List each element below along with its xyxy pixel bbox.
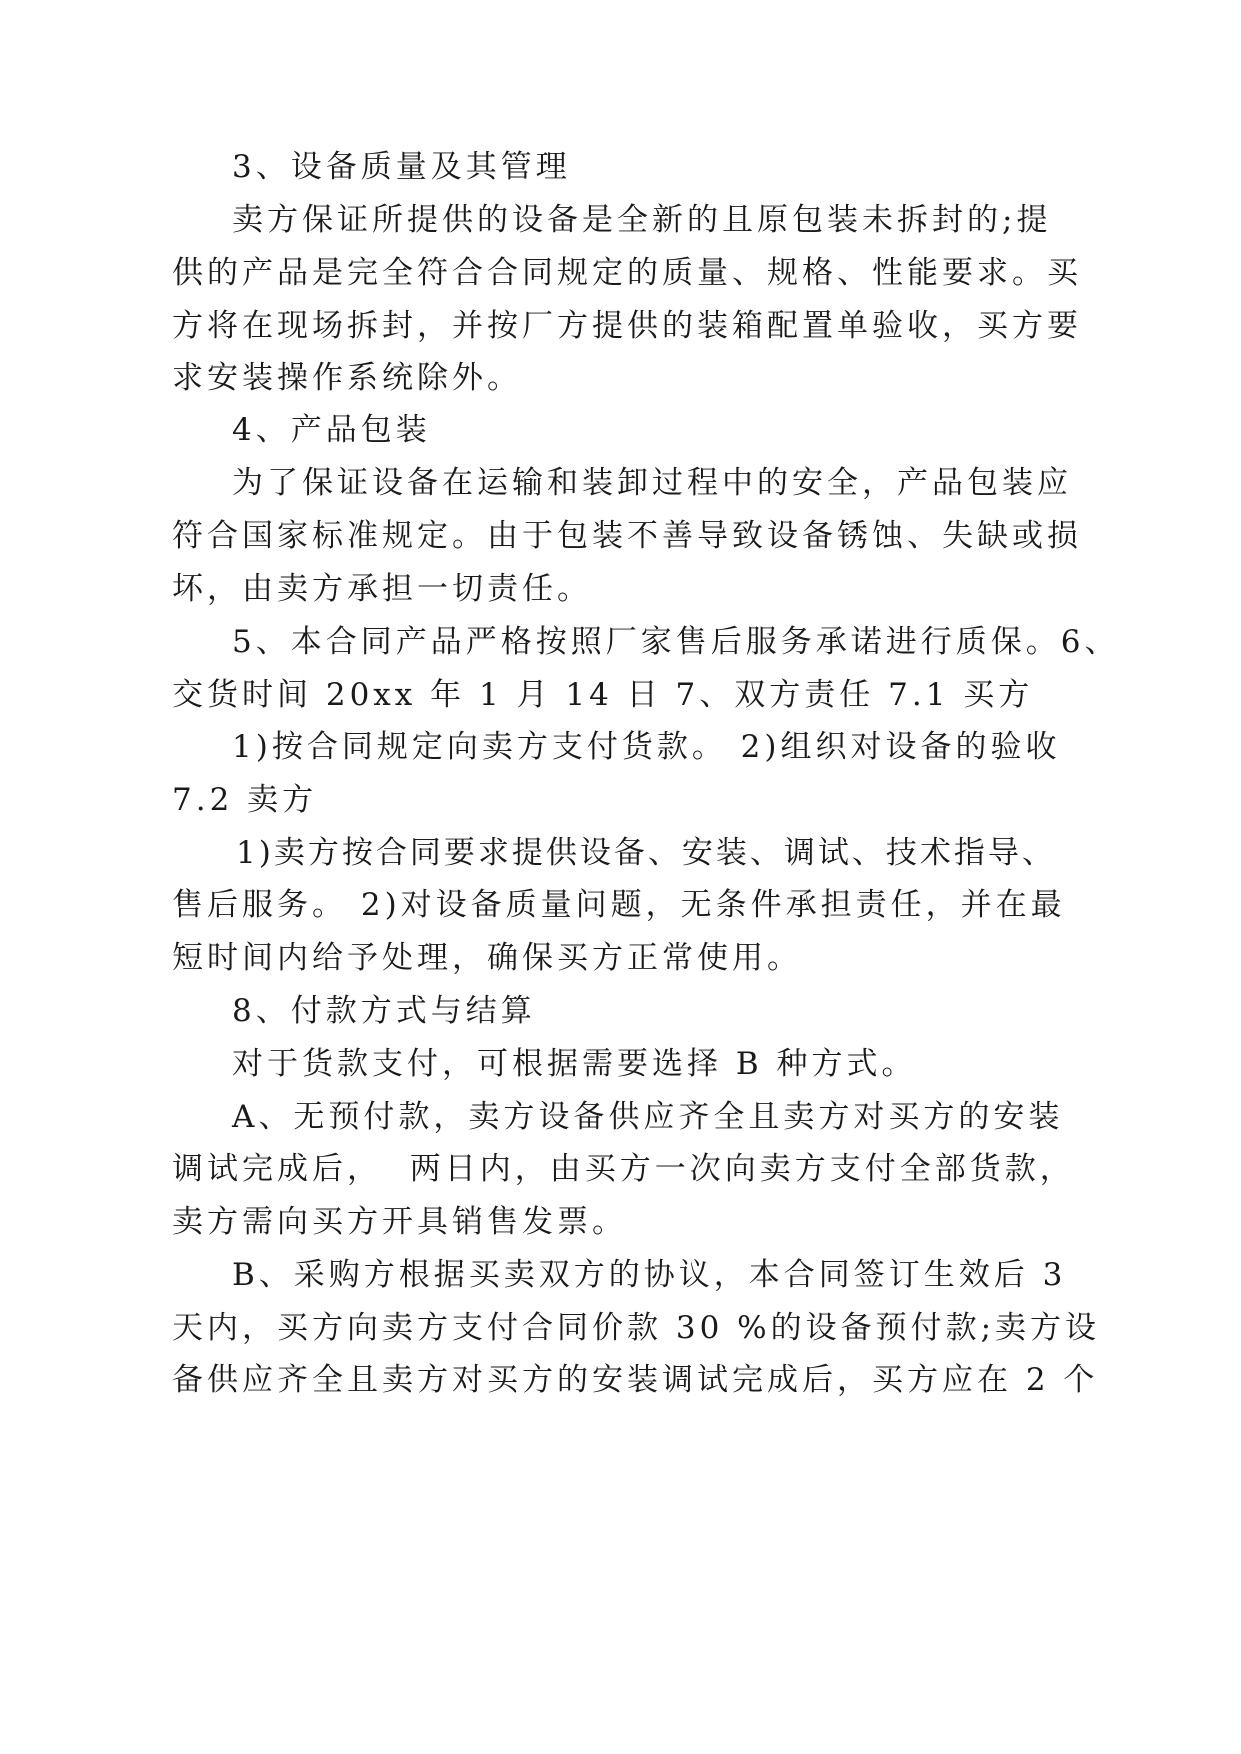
paragraph-line: 为了保证设备在运输和装卸过程中的安全，产品包装应 — [232, 465, 1072, 501]
paragraph-line: B、采购方根据买卖双方的协议，本合同签订生效后 3 — [232, 1257, 1067, 1293]
paragraph-line: 天内，买方向卖方支付合同价款 30 %的设备预付款;卖方设 — [172, 1310, 1101, 1346]
paragraph-line: 调试完成后， 两日内，由买方一次向卖方支付全部货款， — [172, 1151, 1075, 1187]
section-heading-payment: 8、付款方式与结算 — [232, 993, 536, 1029]
paragraph-line: 7.2 卖方 — [172, 782, 318, 818]
paragraph-line: 求安装操作系统除外。 — [172, 360, 522, 396]
paragraph-line: 坏，由卖方承担一切责任。 — [172, 571, 592, 607]
paragraph-line: 备供应齐全且卖方对买方的安装调试完成后，买方应在 2 个 — [172, 1362, 1099, 1398]
paragraph-line: 交货时间 20xx 年 1 月 14 日 7、双方责任 7.1 买方 — [172, 677, 1034, 713]
paragraph-line: 符合国家标准规定。由于包装不善导致设备锈蚀、失缺或损 — [172, 518, 1082, 554]
paragraph-line: 1)按合同规定向卖方支付货款。 2)组织对设备的验收 — [232, 729, 1061, 765]
paragraph-line: 卖方需向买方开具销售发票。 — [172, 1204, 627, 1240]
paragraph-line: 短时间内给予处理，确保买方正常使用。 — [172, 940, 802, 976]
paragraph-line: 售后服务。 2)对设备质量问题，无条件承担责任，并在最 — [172, 887, 1066, 923]
paragraph-line: A、无预付款，卖方设备供应齐全且卖方对买方的安装 — [232, 1099, 1064, 1135]
paragraph-line: 卖方保证所提供的设备是全新的且原包装未拆封的;提 — [232, 202, 1052, 238]
paragraph-line: 供的产品是完全符合合同规定的质量、规格、性能要求。买 — [172, 255, 1082, 291]
section-heading-quality: 3、设备质量及其管理 — [232, 149, 571, 185]
paragraph-line: 1)卖方按合同要求提供设备、安装、调试、技术指导、 — [236, 835, 1056, 871]
section-heading-packaging: 4、产品包装 — [232, 412, 431, 448]
paragraph-line: 方将在现场拆封，并按厂方提供的装箱配置单验收，买方要 — [172, 308, 1082, 344]
paragraph-line: 5、本合同产品严格按照厂家售后服务承诺进行质保。6、 — [232, 624, 1120, 660]
paragraph-line: 对于货款支付，可根据需要选择 B 种方式。 — [232, 1046, 917, 1082]
